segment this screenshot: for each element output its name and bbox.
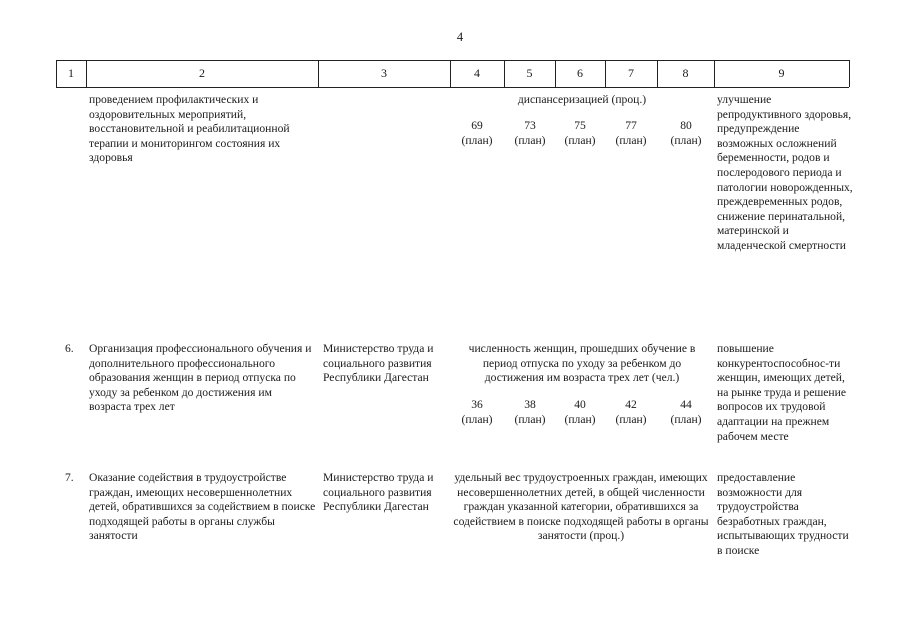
plan-label: (план)	[564, 412, 596, 426]
value-cell	[608, 119, 654, 148]
plan-label: (план)	[670, 133, 702, 147]
value-cell	[557, 398, 603, 427]
value-cell	[454, 119, 500, 148]
activity-text: проведением профилактических и оздоровительных мероприятий, восстановительной и реабилитационной терапии и мониторингом состояния их здоровья	[89, 93, 290, 165]
value: 73	[524, 119, 536, 132]
header-bottom-border	[56, 87, 849, 88]
plan-label: (план)	[461, 133, 493, 147]
value: 69	[471, 119, 483, 132]
value-cell	[454, 398, 500, 427]
plan-label: (план)	[564, 133, 596, 147]
result-text: повышение конкурентоспособнос-ти женщин, имеющих детей, на рынке труда и решение вопросов их трудовой адаптации на прежнем рабочем месте	[717, 342, 846, 443]
header-cell: 2	[199, 66, 205, 80]
executor-text: Министерство труда и социального развития Республики Дагестан	[323, 471, 434, 514]
header-cell: 8	[682, 66, 689, 80]
header-cell: 3	[381, 66, 387, 80]
value: 75	[574, 119, 586, 132]
value-cell	[557, 119, 603, 148]
indicator-text: диспансеризацией (проц.)	[517, 93, 647, 106]
value-cell	[662, 398, 710, 427]
page-number: 4	[456, 30, 464, 44]
header-cell: 7	[628, 66, 634, 80]
header-cell: 6	[577, 66, 583, 80]
value: 40	[574, 398, 586, 411]
value: 77	[625, 119, 637, 132]
activity-text: Оказание содействия в трудоустройстве граждан, имеющих несовершеннолетних детей, обратившихся за содействием в поиске подходящей работы в органы службы занятости	[89, 471, 316, 543]
value: 36	[471, 398, 483, 411]
plan-label: (план)	[670, 412, 702, 426]
header-cell: 1	[68, 66, 74, 80]
value: 38	[524, 398, 536, 411]
value: 42	[625, 398, 637, 411]
value-cell	[662, 119, 710, 148]
value: 44	[680, 398, 692, 411]
executor-text: Министерство труда и социального развития Республики Дагестан	[323, 342, 434, 385]
value: 80	[680, 119, 692, 132]
plan-label: (план)	[615, 412, 647, 426]
plan-label: (план)	[514, 133, 546, 147]
activity-text: Организация профессионального обучения и дополнительного профессионального образования женщин в период отпуска по уходу за ребенком до достижения им возраста трех лет	[89, 342, 312, 414]
plan-label: (план)	[615, 133, 647, 147]
header-cell: 9	[778, 66, 785, 80]
row-number: 7.	[65, 471, 74, 484]
indicator-text: численность женщин, прошедших обучение в период отпуска по уходу за ребенком до достижения им возраста трех лет (чел.)	[468, 342, 696, 385]
value-cell	[507, 398, 553, 427]
result-text: предоставление возможности для трудоустройства безработных граждан, испытывающих трудности в поиске	[717, 471, 849, 557]
plan-label: (план)	[514, 412, 546, 426]
header-cell: 5	[526, 66, 533, 80]
indicator-text: удельный вес трудоустроенных граждан, имеющих несовершеннолетних детей, в общей численности граждан указанной категории, обратившихся за содействием в поиске подходящей работы в органы занятости (проц.)	[453, 471, 709, 543]
value-cell	[507, 119, 553, 148]
row-number: 6.	[65, 342, 74, 355]
plan-label: (план)	[461, 412, 493, 426]
header-cell: 4	[474, 66, 480, 80]
value-cell	[608, 398, 654, 427]
result-text: улучшение репродуктивного здоровья, предупреждение возможных осложнений беременности, родов и послеродового периода и патологии новорожденных, преждевременных родов, снижение перинатальной, материнской и младенческой смертности	[717, 93, 853, 252]
column-divider	[849, 60, 850, 87]
